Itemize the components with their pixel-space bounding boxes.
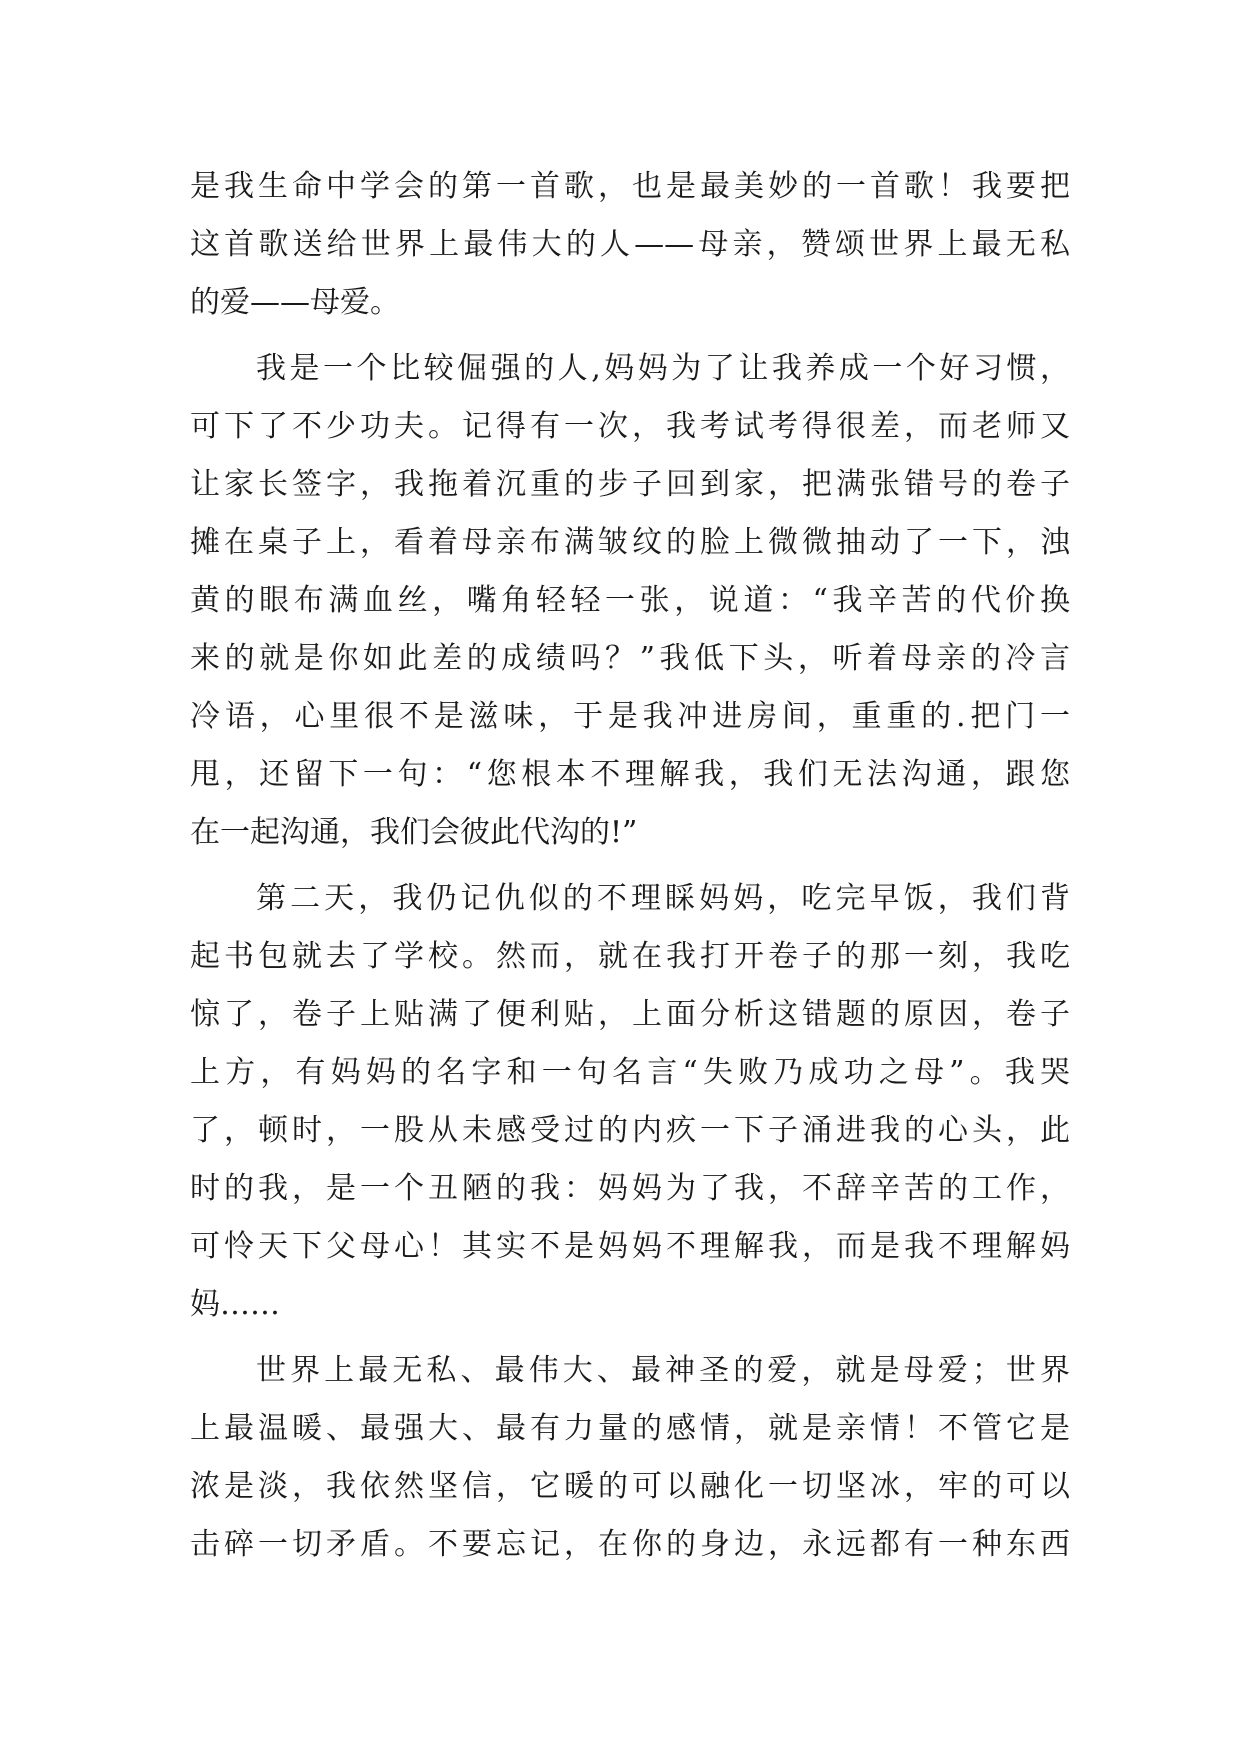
text-line: 冷语，心里很不是滋味，于是我冲进房间，重重的.把门一 xyxy=(190,699,1070,734)
text-line: 了，顿时，一股从未感受过的内疚一下子涌进我的心头，此 xyxy=(190,1113,1070,1148)
text-line: 世界上最无私、最伟大、最神圣的爱，就是母爱；世界 xyxy=(256,1353,1070,1388)
text-line: 击碎一切矛盾。不要忘记，在你的身边，永远都有一种东西 xyxy=(190,1527,1070,1562)
text-line: 上方，有妈妈的名字和一句名言“失败乃成功之母”。我哭 xyxy=(190,1055,1070,1090)
text-line: 第二天，我仍记仇似的不理睬妈妈，吃完早饭，我们背 xyxy=(256,881,1070,916)
text-line: 可怜天下父母心！其实不是妈妈不理解我，而是我不理解妈 xyxy=(190,1229,1070,1264)
text-line: 的爱——母爱。 xyxy=(190,285,400,320)
text-line: 妈…… xyxy=(190,1287,280,1322)
text-line: 在一起沟通，我们会彼此代沟的!” xyxy=(190,815,638,850)
text-line: 黄的眼布满血丝，嘴角轻轻一张，说道：“我辛苦的代价换 xyxy=(190,583,1070,618)
paragraph-spacing xyxy=(190,332,1070,340)
text-line: 上最温暖、最强大、最有力量的感情，就是亲情！不管它是 xyxy=(190,1411,1070,1446)
text-line: 来的就是你如此差的成绩吗？”我低下头，听着母亲的冷言 xyxy=(190,641,1070,676)
paragraph-3 xyxy=(190,870,1070,1334)
paragraph-1 xyxy=(190,158,1070,332)
text-line: 浓是淡，我依然坚信，它暖的可以融化一切坚冰，牢的可以 xyxy=(190,1469,1070,1504)
text-line: 惊了，卷子上贴满了便利贴，上面分析这错题的原因，卷子 xyxy=(190,997,1070,1032)
text-line: 让家长签字，我拖着沉重的步子回到家，把满张错号的卷子 xyxy=(190,467,1070,502)
essay-body xyxy=(190,158,1070,1574)
text-line: 时的我，是一个丑陋的我：妈妈为了我，不辞辛苦的工作， xyxy=(190,1171,1070,1206)
text-line: 可下了不少功夫。记得有一次，我考试考得很差，而老师又 xyxy=(190,409,1070,444)
text-line: 摊在桌子上，看着母亲布满皱纹的脸上微微抽动了一下，浊 xyxy=(190,525,1070,560)
paragraph-2 xyxy=(190,340,1070,862)
text-line: 这首歌送给世界上最伟大的人——母亲，赞颂世界上最无私 xyxy=(190,227,1070,262)
text-line: 我是一个比较倔强的人,妈妈为了让我养成一个好习惯， xyxy=(256,351,1070,386)
paragraph-4 xyxy=(190,1342,1070,1574)
paragraph-spacing xyxy=(190,862,1070,870)
text-line: 是我生命中学会的第一首歌，也是最美妙的一首歌！我要把 xyxy=(190,169,1070,204)
text-line: 起书包就去了学校。然而，就在我打开卷子的那一刻，我吃 xyxy=(190,939,1070,974)
paragraph-spacing xyxy=(190,1334,1070,1342)
text-line: 甩，还留下一句：“您根本不理解我，我们无法沟通，跟您 xyxy=(190,757,1070,792)
